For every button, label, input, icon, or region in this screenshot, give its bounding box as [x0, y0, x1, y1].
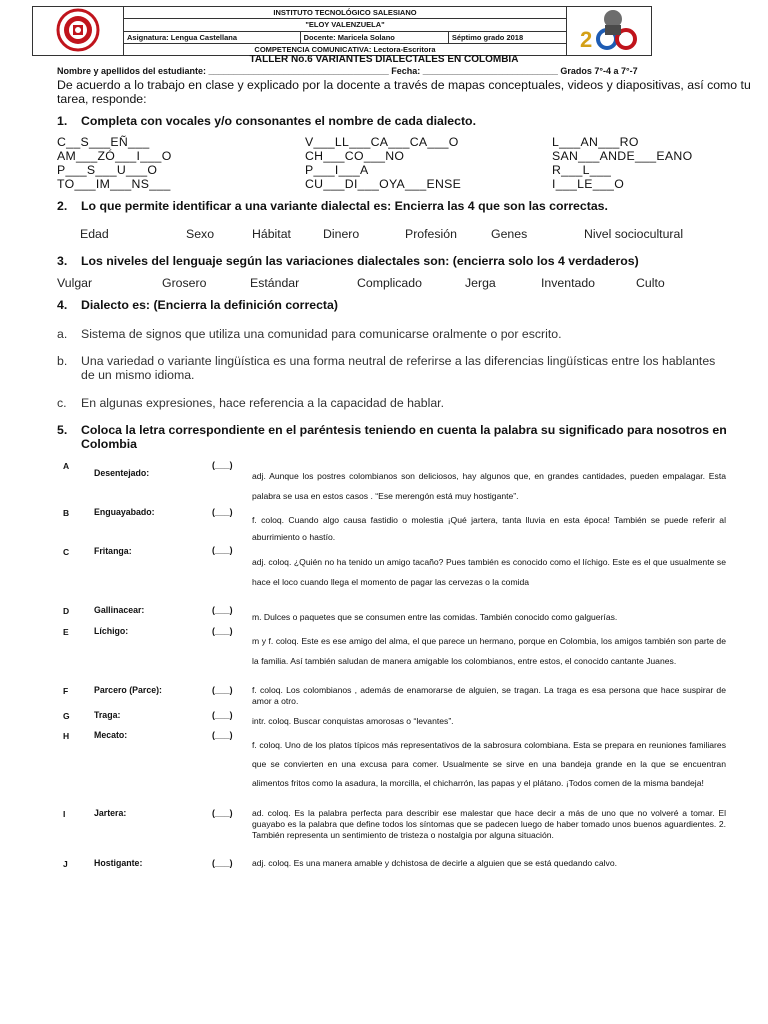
match-word: Desentejado: [94, 468, 150, 478]
dialect-blank[interactable]: L___AN___RO [552, 135, 639, 149]
meaning-text: adj. coloq. Es una manera amable y dchistosa de decirle a alguien que se está quedando calvo. [252, 858, 617, 868]
option-item[interactable]: Culto [636, 276, 665, 290]
subject-cell: Asignatura: Lengua Castellana [124, 31, 301, 43]
intro-instructions: De acuerdo a lo trabajo en clase y explicado por la docente a través de mapas conceptuales, videos y diapositivas, así como tu tarea, responde: [57, 78, 751, 106]
match-letter: F [63, 686, 69, 696]
question-text: Lo que permite identificar a una variante dialectal es: Encierra las 4 que son las correctas. [81, 199, 608, 213]
option-item[interactable]: Jerga [465, 276, 496, 290]
meaning-text: intr. coloq. Buscar conquistas amorosas o “levantes”. [252, 716, 454, 726]
answer-parenthesis[interactable]: (___) [212, 858, 233, 868]
teacher-cell: Docente: Maricela Solano [300, 31, 448, 43]
match-letter: D [63, 606, 70, 616]
match-letter: B [63, 508, 70, 518]
dialect-blank[interactable]: I___LE___O [552, 177, 625, 191]
dialect-blank[interactable]: SAN___ANDE___EANO [552, 149, 693, 163]
option-letter: b. [57, 354, 68, 368]
definition-option-c[interactable] [57, 396, 737, 410]
option-text: En algunas expresiones, hace referencia a la capacidad de hablar. [81, 396, 445, 410]
match-letter: E [63, 627, 69, 637]
question-number: 3. [57, 254, 68, 268]
answer-parenthesis[interactable]: (___) [212, 710, 233, 720]
answer-parenthesis[interactable]: (___) [212, 730, 233, 740]
match-word: Parcero (Parce): [94, 685, 162, 695]
option-item[interactable]: Profesión [405, 227, 457, 241]
question-4 [57, 298, 338, 312]
dialect-blank[interactable]: P___I___A [305, 163, 369, 177]
option-text: Sistema de signos que utiliza una comunidad para comunicarse oralmente o por escrito. [81, 327, 562, 341]
worksheet-title: TALLER No.6 VARIANTES DIALECTALES EN COLOMBIA [249, 54, 519, 65]
meaning-text: m y f. coloq. Este es ese amigo del alma, el que parece un hermano, porque en Colombia, los amigos también son parte de la familia. Así también saludan de manera amigable los colombianos, entre estos, el conocido cantante Juanes. [252, 636, 726, 666]
meaning-text: f. coloq. Uno de los platos típicos más representativos de la sabrosura colombiana. Esta se prepara en reuniones familiares que se convierten en una excusa para comer. Usualmente se sirve en una bandeja grande en la que se encuentran alimentos fritos como la asadura, la morcilla, el chicharrón, las papas y el plátano. ¡Todos comen de la misma bandeja! [252, 740, 726, 788]
match-letter: C [63, 547, 70, 557]
document-header [32, 6, 652, 56]
svg-text:2: 2 [580, 27, 593, 52]
definition-option-a[interactable] [57, 327, 737, 341]
meaning-text: adj. Aunque los postres colombianos son deliciosos, hay algunos que, en grandes cantidades, pueden empalagar. Esta palabra se usa en estos casos . “Ese merengón está muy hostigante”. [252, 471, 726, 501]
dialect-blank[interactable]: CH___CO___NO [305, 149, 405, 163]
meaning-text: f. coloq. Cuando algo causa fastidio o molestia ¡Qué jartera, tanta lluvia en esta época! También se puede referir al aburrimiento o hastío. [252, 515, 726, 542]
dialect-blank[interactable]: P___S___U___O [57, 163, 158, 177]
competence-cell: COMPETENCIA COMUNICATIVA: Lectora-Escritora [124, 43, 567, 55]
match-word: Jartera: [94, 808, 127, 818]
answer-parenthesis[interactable]: (___) [212, 685, 233, 695]
question-number: 2. [57, 199, 68, 213]
option-text: Una variedad o variante lingüística es una forma neutral de referirse a las diferencias lingüísticas entre los hablantes de un mismo idioma. [81, 354, 716, 382]
answer-parenthesis[interactable]: (___) [212, 507, 233, 517]
match-letter: A [63, 461, 70, 471]
option-item[interactable]: Edad [80, 227, 109, 241]
match-letter: I [63, 809, 66, 819]
match-letter: J [63, 859, 68, 869]
question-5 [57, 423, 747, 451]
match-word: Mecato: [94, 730, 128, 740]
dialect-blank[interactable]: AM___ZÓ___I___O [57, 149, 172, 163]
match-word: Traga: [94, 710, 121, 720]
dialect-blank[interactable]: V___LL___CA___CA___O [305, 135, 459, 149]
bicentenary-logo [567, 7, 652, 56]
meaning-text: m. Dulces o paquetes que se consumen entre las comidas. También conocido como galguerías. [252, 612, 618, 622]
option-item[interactable]: Estándar [250, 276, 300, 290]
match-word: Fritanga: [94, 546, 132, 556]
question-number: 5. [57, 423, 68, 437]
dialect-blank[interactable]: TO___IM___NS___ [57, 177, 171, 191]
option-letter: c. [57, 396, 67, 410]
match-letter: G [63, 711, 70, 721]
dialect-blank[interactable]: R___L___ [552, 163, 612, 177]
question-text: Completa con vocales y/o consonantes el nombre de cada dialecto. [81, 114, 476, 128]
student-name-date-line[interactable]: Nombre y apellidos del estudiante: ____________________________________ Fecha: ___________________________ Grados 7°-4 a 7°-7 [57, 66, 638, 76]
question-2 [57, 199, 608, 213]
meaning-text: ad. coloq. Es la palabra perfecta para describir ese malestar que hace decir a más de uno que no volveré a tomar. El guayabo es la palabra que define todos los síntomas que se padecen luego de haber tomado unos buenos aguardientes. 2. También representa un sentimiento de tristeza o nostalgia por alguna situación. [252, 808, 726, 840]
question-number: 1. [57, 114, 68, 128]
match-word: Enguayabado: [94, 507, 155, 517]
question-3 [57, 254, 639, 268]
option-item[interactable]: Genes [491, 227, 528, 241]
match-letter: H [63, 731, 70, 741]
grade-year-cell: Séptimo grado 2018 [448, 31, 566, 43]
meaning-text: adj. coloq. ¿Quién no ha tenido un amigo tacaño? Pues también es conocido como el líchigo. Este es el que usualmente se hace el loco cuando llega el momento de pagar las cervezas o la comida [252, 557, 726, 587]
option-item[interactable]: Complicado [357, 276, 422, 290]
match-word: Gallinacear: [94, 605, 145, 615]
option-item[interactable]: Dinero [323, 227, 360, 241]
answer-parenthesis[interactable]: (___) [212, 808, 233, 818]
institution-name: INSTITUTO TECNOLÓGICO SALESIANO [124, 7, 567, 19]
question-number: 4. [57, 298, 68, 312]
option-item[interactable]: Nivel sociocultural [584, 227, 684, 241]
option-item[interactable]: Inventado [541, 276, 596, 290]
option-item[interactable]: Sexo [186, 227, 215, 241]
school-name: "ELOY VALENZUELA" [124, 19, 567, 31]
option-item[interactable]: Grosero [162, 276, 207, 290]
question-text: Los niveles del lenguaje según las variaciones dialectales son: (encierra solo los 4 verdaderos) [81, 254, 639, 268]
option-item[interactable]: Vulgar [57, 276, 93, 290]
answer-parenthesis[interactable]: (___) [212, 626, 233, 636]
match-word: Hostigante: [94, 858, 143, 868]
dialect-blank[interactable]: C__S___EÑ___ [57, 135, 150, 149]
answer-parenthesis[interactable]: (___) [212, 460, 233, 470]
definition-option-b[interactable] [57, 354, 737, 382]
option-letter: a. [57, 327, 68, 341]
option-item[interactable]: Hábitat [252, 227, 291, 241]
question-1 [57, 114, 476, 128]
school-seal-logo [33, 7, 124, 56]
answer-parenthesis[interactable]: (___) [212, 545, 233, 555]
answer-parenthesis[interactable]: (___) [212, 605, 233, 615]
question-text: Coloca la letra correspondiente en el paréntesis teniendo en cuenta la palabra su significado para nosotros en Colombia [81, 423, 727, 451]
match-word: Líchigo: [94, 626, 129, 636]
meaning-text: f. coloq. Los colombianos , además de enamorarse de alguien, se tragan. La traga es esa persona que hace suspirar de amor a otro. [252, 685, 726, 706]
question-text: Dialecto es: (Encierra la definición correcta) [81, 298, 338, 312]
dialect-blank[interactable]: CU___DI___OYA___ENSE [305, 177, 462, 191]
